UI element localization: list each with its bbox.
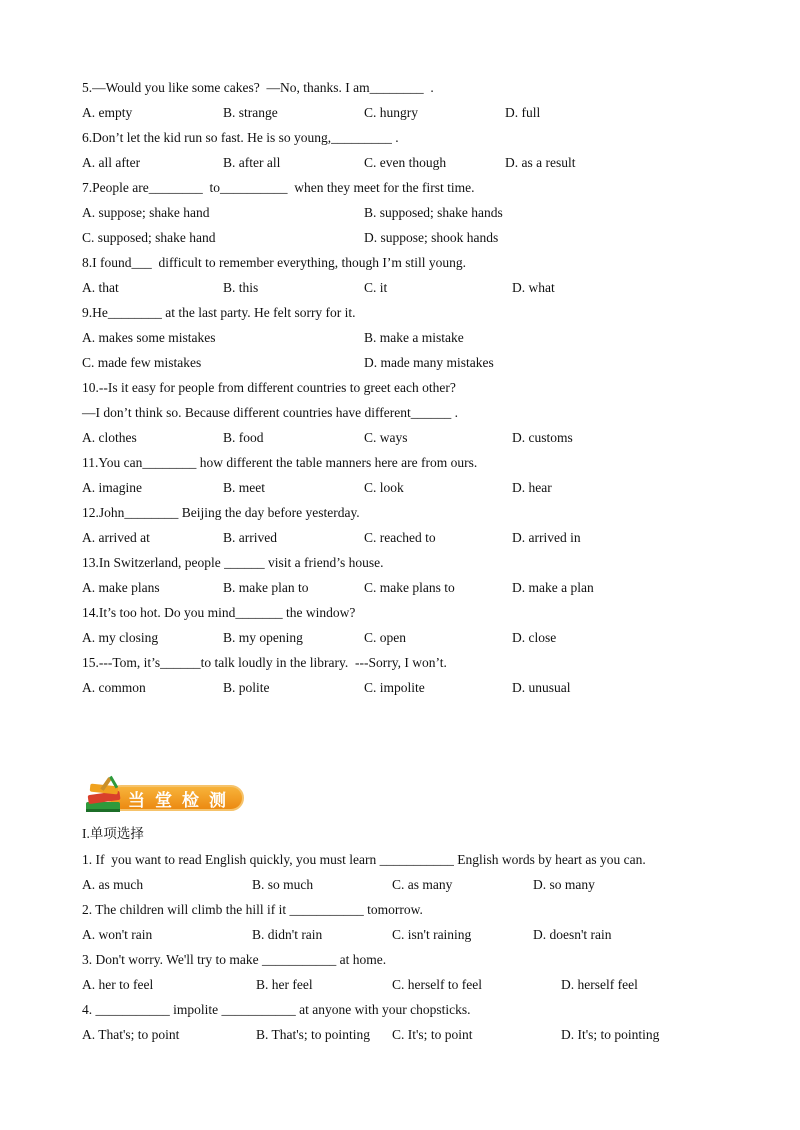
option-a: A. her to feel (82, 977, 154, 992)
option-a: A. makes some mistakes (82, 330, 216, 345)
option-c: C. it (364, 280, 388, 295)
option-b: B. after all (223, 155, 281, 170)
question-stem: 10.--Is it easy for people from different countries to greet each other? (82, 380, 456, 395)
section-heading: I.单项选择 (82, 826, 144, 841)
option-a: A. common (82, 680, 146, 695)
option-c: C. even though (364, 155, 447, 170)
option-a: A. arrived at (82, 530, 150, 545)
banner-title: 当堂检测 (128, 791, 236, 811)
option-b: B. this (223, 280, 259, 295)
option-c: C. reached to (364, 530, 436, 545)
question-stem: 3. Don't worry. We'll try to make ___________ at home. (82, 952, 387, 967)
question-stem: 5.—Would you like some cakes? —No, thanks. I am________ . (82, 80, 434, 95)
question-stem-continued: —I don’t think so. Because different countries have different______ . (82, 405, 459, 420)
option-d: D. doesn't rain (533, 927, 612, 942)
option-b: B. food (223, 430, 264, 445)
option-d: D. customs (512, 430, 573, 445)
question-stem: 12.John________ Beijing the day before yesterday. (82, 505, 360, 520)
option-d: D. suppose; shook hands (364, 230, 499, 245)
option-b: B. polite (223, 680, 270, 695)
option-b: B. arrived (223, 530, 277, 545)
books-icon (82, 774, 130, 816)
question-stem: 13.In Switzerland, people ______ visit a friend’s house. (82, 555, 384, 570)
question-stem: 1. If you want to read English quickly, you must learn ___________ English words by heart as you can. (82, 852, 646, 867)
option-b: B. her feel (256, 977, 313, 992)
option-d: D. so many (533, 877, 595, 892)
option-a: A. that (82, 280, 119, 295)
option-a: A. all after (82, 155, 141, 170)
section-banner (82, 774, 248, 816)
option-b: B. make plan to (223, 580, 309, 595)
option-c: C. made few mistakes (82, 355, 202, 370)
option-c: C. open (364, 630, 406, 645)
option-b: B. my opening (223, 630, 303, 645)
option-d: D. herself feel (561, 977, 638, 992)
option-b: B. meet (223, 480, 265, 495)
option-c: C. ways (364, 430, 408, 445)
option-a: A. won't rain (82, 927, 153, 942)
option-a: A. imagine (82, 480, 142, 495)
option-a: A. That's; to point (82, 1027, 180, 1042)
option-d: D. close (512, 630, 557, 645)
question-stem: 4. ___________ impolite ___________ at anyone with your chopsticks. (82, 1002, 471, 1017)
option-a: A. suppose; shake hand (82, 205, 210, 220)
question-stem: 11.You can________ how different the table manners here are from ours. (82, 455, 478, 470)
option-a: A. my closing (82, 630, 159, 645)
option-d: D. hear (512, 480, 552, 495)
option-c: C. impolite (364, 680, 425, 695)
option-a: A. empty (82, 105, 133, 120)
option-c: C. supposed; shake hand (82, 230, 216, 245)
option-c: C. It's; to point (392, 1027, 473, 1042)
question-stem: 2. The children will climb the hill if it ___________ tomorrow. (82, 902, 423, 917)
option-b: B. didn't rain (252, 927, 323, 942)
option-b: B. make a mistake (364, 330, 464, 345)
option-d: D. full (505, 105, 541, 120)
option-a: A. make plans (82, 580, 160, 595)
option-c: C. isn't raining (392, 927, 472, 942)
question-stem: 7.People are________ to__________ when they meet for the first time. (82, 180, 475, 195)
option-b: B. supposed; shake hands (364, 205, 503, 220)
option-c: C. as many (392, 877, 453, 892)
question-stem: 15.---Tom, it’s______to talk loudly in the library. ---Sorry, I won’t. (82, 655, 447, 670)
option-d: D. arrived in (512, 530, 581, 545)
option-c: C. herself to feel (392, 977, 482, 992)
option-a: A. clothes (82, 430, 137, 445)
option-b: B. strange (223, 105, 278, 120)
question-stem: 6.Don’t let the kid run so fast. He is so young,_________ . (82, 130, 399, 145)
option-b: B. That's; to pointing (256, 1027, 370, 1042)
option-d: D. It's; to pointing (561, 1027, 660, 1042)
question-stem: 14.It’s too hot. Do you mind_______ the window? (82, 605, 356, 620)
option-a: A. as much (82, 877, 144, 892)
question-stem: 8.I found___ difficult to remember everything, though I’m still young. (82, 255, 467, 270)
option-d: D. made many mistakes (364, 355, 494, 370)
option-d: D. make a plan (512, 580, 594, 595)
option-d: D. what (512, 280, 555, 295)
option-d: D. as a result (505, 155, 576, 170)
option-c: C. look (364, 480, 404, 495)
option-c: C. make plans to (364, 580, 455, 595)
option-d: D. unusual (512, 680, 571, 695)
option-b: B. so much (252, 877, 314, 892)
question-stem: 9.He________ at the last party. He felt sorry for it. (82, 305, 356, 320)
option-c: C. hungry (364, 105, 418, 120)
